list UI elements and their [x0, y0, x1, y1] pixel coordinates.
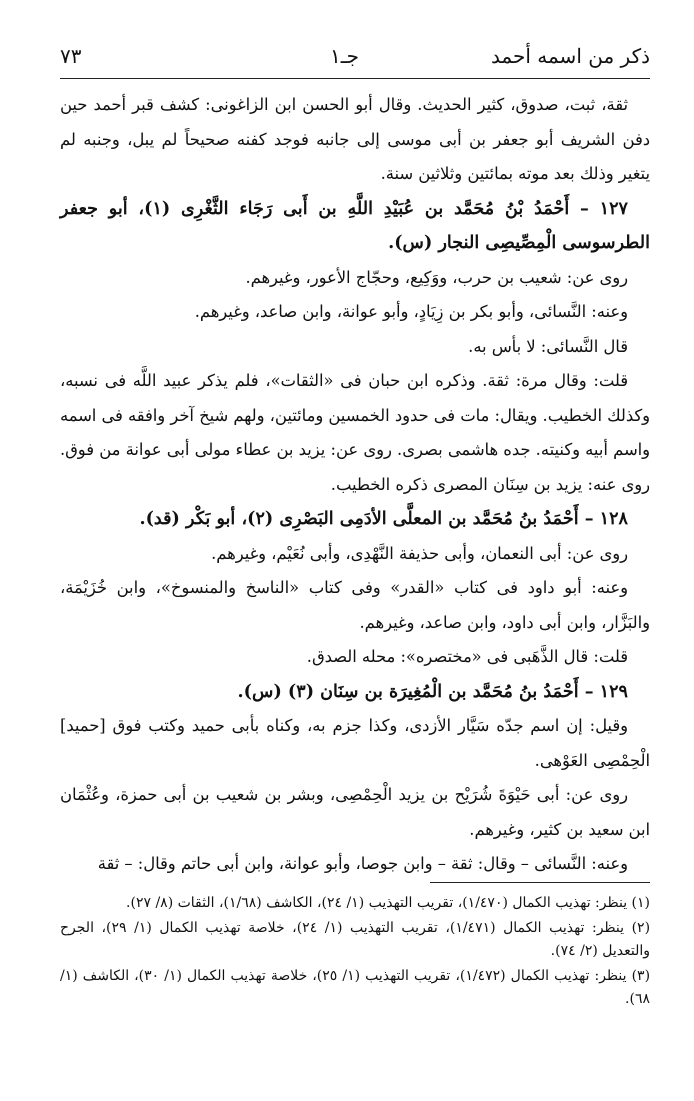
- paragraph: روى عن: أبى حَيْوَةَ شُرَيْح بن يزيد الْحِمْصِى، وبشر بن شعيب بن أبى حمزة، وعُثْمَان ابن سعيد بن كثير، وغيرهم.: [60, 785, 650, 839]
- header-volume: جـ١: [330, 44, 359, 68]
- footnote-3: (٣) ينظر: تهذيب الكمال (١/٤٧٢)، تقريب التهذيب (١/ ٢٥)، خلاصة تهذيب الكمال (١/ ٣٠)، الكاشف (١/ ٦٨).: [60, 968, 651, 1007]
- footnote-1: (١) ينظر: تهذيب الكمال (١/٤٧٠)، تقريب التهذيب (١/ ٢٤)، الكاشف (١/٦٨)، الثقات (٨/ ٢٧).: [126, 895, 650, 911]
- paragraph: وعنه: أبو داود فى كتاب «القدر» وفى كتاب «الناسخ والمنسوخ»، وابن خُزَيْمَة، والبَزَّار، وابن أبى داود، وابن صاعد، وغيرهم.: [60, 578, 650, 632]
- paragraph: وعنه: النَّسائى، وأبو بكر بن زِيَادٍ، وأبو عوانة، وابن صاعد، وغيرهم.: [194, 302, 628, 321]
- paragraph: قلت: وقال مرة: ثقة. وذكره ابن حبان فى «الثقات»، فلم يذكر عبيد اللَّه فى نسبه، وكذلك الخطيب. ويقال: مات فى حدود الخمسين ومائتين، ولهم شيخ آخر وافقه فى اسمه واسم أبيه وكنيته. جده هاشمى بصرى. روى عن: يزيد بن عطاء مولى أبى عوانة من فوق. روى عنه: يزيد بن سِنَان المصرى ذكره الخطيب.: [60, 371, 650, 494]
- paragraph: روى عن: أبى النعمان، وأبى حذيفة النَّهْدِى، وأبى نُعَيْم، وغيرهم.: [211, 543, 628, 563]
- paragraph: قلت: قال الذَّهَبى فى «مختصره»: محله الصدق.: [306, 647, 628, 666]
- running-header: [60, 38, 650, 74]
- paragraph: ثقة، ثبت، صدوق، كثير الحديث. وقال أبو الحسن ابن الزاغونى: كشف قبر أحمد حين دفن الشريف أبو جعفر بن أبى موسى إلى جانبه فوجد كفنه صحيحاً لم يبل، وجنبه لم يتغير وذلك بعد موته بمائتين وثلاثين سنة.: [60, 95, 650, 183]
- main-text: [60, 88, 650, 882]
- entry-heading-128: ١٢٨ – أَحْمَدُ بنُ مُحَمَّد بن المعلَّى الأدَمِى البَصْرِى (٢)، أبو بَكْر (قد).: [139, 508, 628, 529]
- header-title: ذكر من اسمه أحمد: [490, 44, 650, 68]
- entry-heading-127: ١٢٧ – أَحْمَدُ بْنُ مُحَمَّد بن عُبَيْدِ اللَّهِ بن أَبى رَجَاء الثَّغْرِى (١)، أبو جعفر الطرسوسى الْمِصِّيصِى النجار (س).: [60, 197, 650, 253]
- header-divider: [60, 78, 650, 79]
- footnote-divider: [430, 882, 650, 883]
- page-number: ٧٣: [60, 44, 82, 68]
- paragraph: قال النَّسائى: لا بأس به.: [468, 336, 628, 356]
- footnote-2: (٢) ينظر: تهذيب الكمال (١/٤٧١)، تقريب التهذيب (١/ ٢٤)، خلاصة تهذيب الكمال (١/ ٢٩)، الجرح والتعديل (٢/ ٧٤).: [60, 920, 651, 959]
- footnotes: [60, 892, 650, 1013]
- paragraph: وقيل: إن اسم جدّه سَيَّار الأزدى، وكذا جزم به، وكناه بأبى حميد وكتب فوق [حميد] الْحِمْصِى العَوْهى.: [60, 716, 650, 770]
- paragraph: وعنه: النَّسائى – وقال: ثقة – وابن جوصا، وأبو عوانة، وابن أبى حاتم وقال: – ثقة: [97, 854, 628, 873]
- paragraph: روى عن: شعيب بن حرب، ووَكِيع، وحجّاج الأعور، وغيرهم.: [245, 267, 628, 287]
- entry-heading-129: ١٢٩ – أَحْمَدُ بنُ مُحَمَّد بن الْمُغِيرَة بن سِنَان (٣) (س).: [237, 680, 628, 702]
